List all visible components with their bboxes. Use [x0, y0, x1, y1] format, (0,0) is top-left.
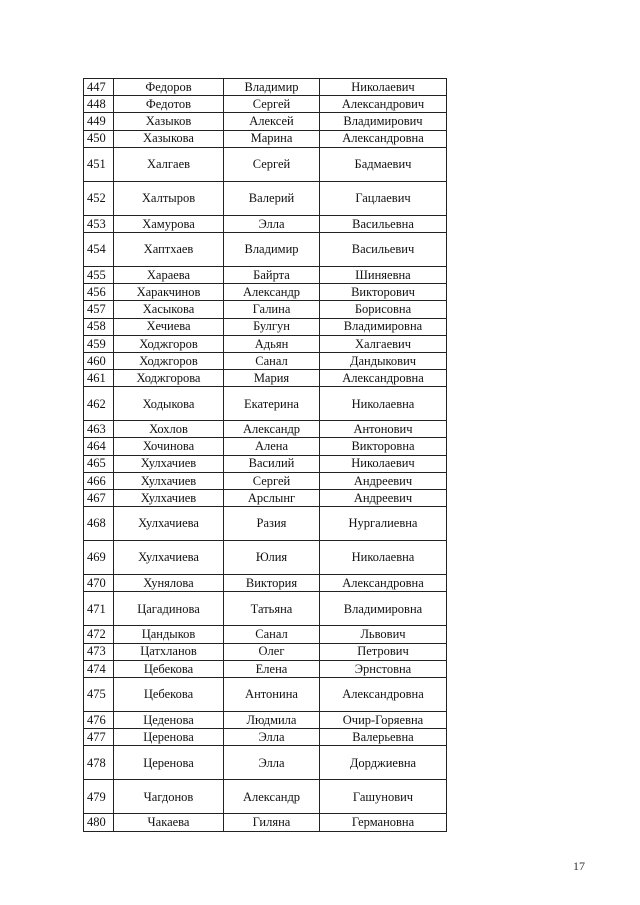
row-number-cell: 458: [84, 318, 114, 335]
table-row: [84, 318, 447, 335]
table-row: [84, 780, 447, 814]
last-name-cell: Ходжгорова: [114, 370, 224, 387]
page-number: 17: [573, 859, 585, 873]
row-number-cell: 470: [84, 575, 114, 592]
first-name-cell: Арслынг: [224, 490, 320, 507]
row-number-cell: 465: [84, 455, 114, 472]
first-name-cell: Элла: [224, 729, 320, 746]
table-row: [84, 79, 447, 96]
table-row: [84, 232, 447, 266]
last-name-cell: Цатхланов: [114, 643, 224, 660]
last-name-cell: Хечиева: [114, 318, 224, 335]
patronymic-cell: Андреевич: [320, 490, 447, 507]
row-number-cell: 448: [84, 96, 114, 113]
row-number-cell: 447: [84, 79, 114, 96]
patronymic-cell: Антонович: [320, 421, 447, 438]
first-name-cell: Виктория: [224, 575, 320, 592]
last-name-cell: Хараева: [114, 266, 224, 283]
patronymic-cell: Владимирович: [320, 113, 447, 130]
names-table: [83, 78, 447, 832]
table-row: [84, 421, 447, 438]
row-number-cell: 472: [84, 626, 114, 643]
patronymic-cell: Александровна: [320, 130, 447, 147]
row-number-cell: 468: [84, 507, 114, 541]
patronymic-cell: Владимировна: [320, 592, 447, 626]
row-number-cell: 473: [84, 643, 114, 660]
patronymic-cell: Васильевна: [320, 215, 447, 232]
last-name-cell: Цагадинова: [114, 592, 224, 626]
row-number-cell: 477: [84, 729, 114, 746]
first-name-cell: Разия: [224, 507, 320, 541]
first-name-cell: Гиляна: [224, 814, 320, 831]
table-row: [84, 352, 447, 369]
table-row: [84, 677, 447, 711]
table-row: [84, 387, 447, 421]
first-name-cell: Мария: [224, 370, 320, 387]
last-name-cell: Федоров: [114, 79, 224, 96]
table-row: [84, 814, 447, 831]
first-name-cell: Санал: [224, 626, 320, 643]
patronymic-cell: Николаевна: [320, 541, 447, 575]
table-row: [84, 575, 447, 592]
last-name-cell: Цебекова: [114, 660, 224, 677]
table-row: [84, 301, 447, 318]
patronymic-cell: Александровна: [320, 677, 447, 711]
patronymic-cell: Шиняевна: [320, 266, 447, 283]
first-name-cell: Байрта: [224, 266, 320, 283]
patronymic-cell: Бадмаевич: [320, 147, 447, 181]
patronymic-cell: Борисовна: [320, 301, 447, 318]
patronymic-cell: Нургалиевна: [320, 507, 447, 541]
first-name-cell: Людмила: [224, 711, 320, 728]
patronymic-cell: Гашунович: [320, 780, 447, 814]
row-number-cell: 457: [84, 301, 114, 318]
table-row: [84, 266, 447, 283]
first-name-cell: Сергей: [224, 147, 320, 181]
table-row: [84, 438, 447, 455]
last-name-cell: Халгаев: [114, 147, 224, 181]
first-name-cell: Сергей: [224, 96, 320, 113]
table-row: [84, 96, 447, 113]
first-name-cell: Элла: [224, 746, 320, 780]
last-name-cell: Хочинова: [114, 438, 224, 455]
last-name-cell: Цандыков: [114, 626, 224, 643]
patronymic-cell: Александровна: [320, 370, 447, 387]
table-row: [84, 455, 447, 472]
patronymic-cell: Александровна: [320, 575, 447, 592]
first-name-cell: Владимир: [224, 232, 320, 266]
row-number-cell: 463: [84, 421, 114, 438]
first-name-cell: Александр: [224, 421, 320, 438]
patronymic-cell: Дорджиевна: [320, 746, 447, 780]
first-name-cell: Галина: [224, 301, 320, 318]
table-row: [84, 181, 447, 215]
patronymic-cell: Петрович: [320, 643, 447, 660]
patronymic-cell: Викторович: [320, 284, 447, 301]
last-name-cell: Хулхачиев: [114, 490, 224, 507]
first-name-cell: Марина: [224, 130, 320, 147]
table-row: [84, 746, 447, 780]
table-row: [84, 370, 447, 387]
patronymic-cell: Александрович: [320, 96, 447, 113]
first-name-cell: Елена: [224, 660, 320, 677]
last-name-cell: Хаптхаев: [114, 232, 224, 266]
row-number-cell: 476: [84, 711, 114, 728]
table-row: [84, 711, 447, 728]
row-number-cell: 449: [84, 113, 114, 130]
first-name-cell: Валерий: [224, 181, 320, 215]
first-name-cell: Санал: [224, 352, 320, 369]
last-name-cell: Хасыкова: [114, 301, 224, 318]
last-name-cell: Федотов: [114, 96, 224, 113]
last-name-cell: Церенова: [114, 746, 224, 780]
first-name-cell: Олег: [224, 643, 320, 660]
last-name-cell: Ходыкова: [114, 387, 224, 421]
row-number-cell: 480: [84, 814, 114, 831]
row-number-cell: 460: [84, 352, 114, 369]
names-table-body: [84, 79, 447, 832]
row-number-cell: 452: [84, 181, 114, 215]
patronymic-cell: Викторовна: [320, 438, 447, 455]
last-name-cell: Хулхачиев: [114, 472, 224, 489]
patronymic-cell: Николаевна: [320, 387, 447, 421]
table-row: [84, 113, 447, 130]
first-name-cell: Антонина: [224, 677, 320, 711]
row-number-cell: 474: [84, 660, 114, 677]
patronymic-cell: Халгаевич: [320, 335, 447, 352]
first-name-cell: Василий: [224, 455, 320, 472]
first-name-cell: Сергей: [224, 472, 320, 489]
patronymic-cell: Гацлаевич: [320, 181, 447, 215]
patronymic-cell: Валерьевна: [320, 729, 447, 746]
first-name-cell: Александр: [224, 284, 320, 301]
table-row: [84, 626, 447, 643]
row-number-cell: 455: [84, 266, 114, 283]
last-name-cell: Хазыкова: [114, 130, 224, 147]
row-number-cell: 461: [84, 370, 114, 387]
row-number-cell: 466: [84, 472, 114, 489]
first-name-cell: Адьян: [224, 335, 320, 352]
row-number-cell: 475: [84, 677, 114, 711]
last-name-cell: Чагдонов: [114, 780, 224, 814]
last-name-cell: Хулхачиев: [114, 455, 224, 472]
table-row: [84, 215, 447, 232]
table-row: [84, 541, 447, 575]
last-name-cell: Халтыров: [114, 181, 224, 215]
patronymic-cell: Васильевич: [320, 232, 447, 266]
table-row: [84, 490, 447, 507]
row-number-cell: 453: [84, 215, 114, 232]
table-row: [84, 592, 447, 626]
first-name-cell: Екатерина: [224, 387, 320, 421]
patronymic-cell: Дандыкович: [320, 352, 447, 369]
patronymic-cell: Андреевич: [320, 472, 447, 489]
row-number-cell: 464: [84, 438, 114, 455]
first-name-cell: Александр: [224, 780, 320, 814]
patronymic-cell: Николаевич: [320, 79, 447, 96]
last-name-cell: Цеденова: [114, 711, 224, 728]
table-row: [84, 335, 447, 352]
row-number-cell: 479: [84, 780, 114, 814]
first-name-cell: Элла: [224, 215, 320, 232]
row-number-cell: 462: [84, 387, 114, 421]
last-name-cell: Цебекова: [114, 677, 224, 711]
first-name-cell: Алена: [224, 438, 320, 455]
patronymic-cell: Львович: [320, 626, 447, 643]
last-name-cell: Хулхачиева: [114, 507, 224, 541]
last-name-cell: Хохлов: [114, 421, 224, 438]
first-name-cell: Владимир: [224, 79, 320, 96]
table-row: [84, 643, 447, 660]
patronymic-cell: Владимировна: [320, 318, 447, 335]
row-number-cell: 471: [84, 592, 114, 626]
table-row: [84, 130, 447, 147]
last-name-cell: Хулхачиева: [114, 541, 224, 575]
patronymic-cell: Эрнстовна: [320, 660, 447, 677]
last-name-cell: Хунялова: [114, 575, 224, 592]
table-row: [84, 472, 447, 489]
first-name-cell: Юлия: [224, 541, 320, 575]
first-name-cell: Татьяна: [224, 592, 320, 626]
row-number-cell: 467: [84, 490, 114, 507]
last-name-cell: Харакчинов: [114, 284, 224, 301]
table-row: [84, 729, 447, 746]
row-number-cell: 450: [84, 130, 114, 147]
table-row: [84, 284, 447, 301]
table-row: [84, 660, 447, 677]
patronymic-cell: Очир-Горяевна: [320, 711, 447, 728]
patronymic-cell: Германовна: [320, 814, 447, 831]
row-number-cell: 456: [84, 284, 114, 301]
table-row: [84, 507, 447, 541]
row-number-cell: 454: [84, 232, 114, 266]
last-name-cell: Ходжгоров: [114, 352, 224, 369]
row-number-cell: 459: [84, 335, 114, 352]
last-name-cell: Хазыков: [114, 113, 224, 130]
last-name-cell: Церенова: [114, 729, 224, 746]
row-number-cell: 469: [84, 541, 114, 575]
table-row: [84, 147, 447, 181]
row-number-cell: 451: [84, 147, 114, 181]
last-name-cell: Хамурова: [114, 215, 224, 232]
first-name-cell: Алексей: [224, 113, 320, 130]
last-name-cell: Ходжгоров: [114, 335, 224, 352]
last-name-cell: Чакаева: [114, 814, 224, 831]
row-number-cell: 478: [84, 746, 114, 780]
patronymic-cell: Николаевич: [320, 455, 447, 472]
first-name-cell: Булгун: [224, 318, 320, 335]
